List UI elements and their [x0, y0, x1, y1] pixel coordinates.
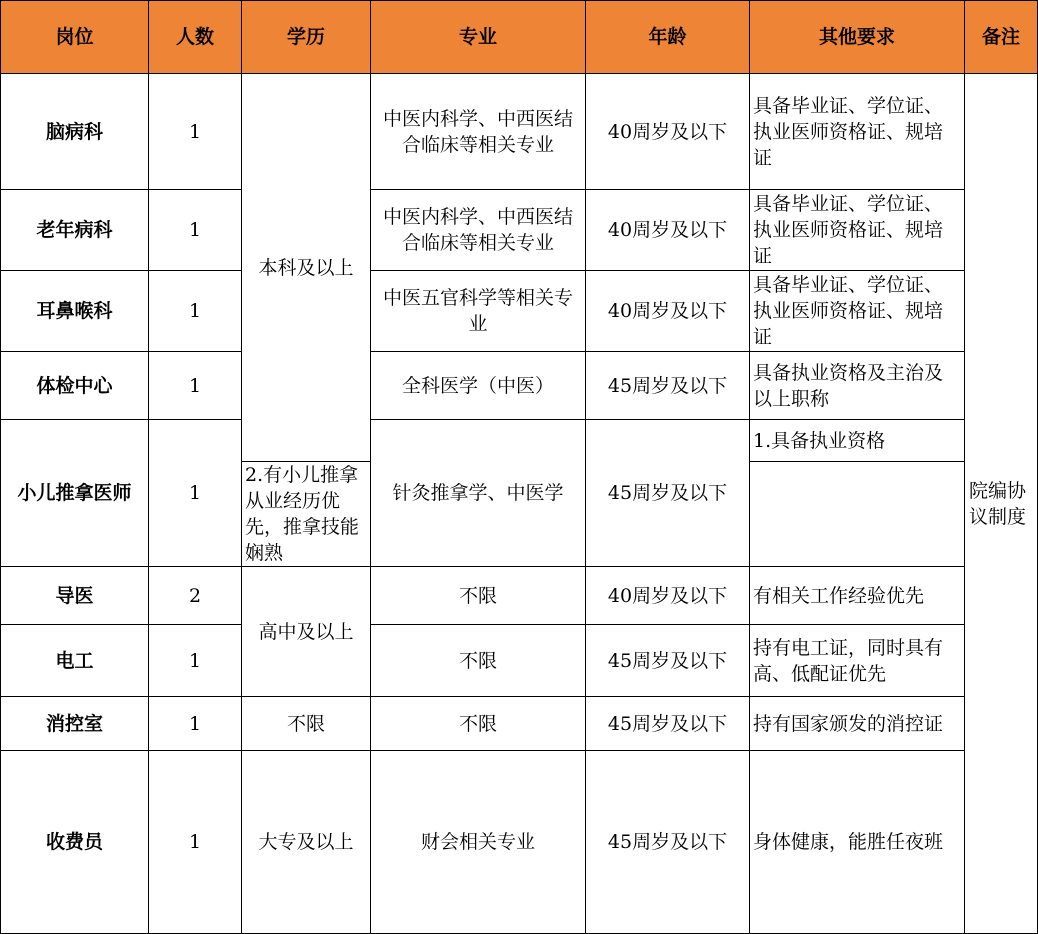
major-cell: 中医内科学、中西医结合临床等相关专业 [371, 74, 586, 190]
count-cell: 1 [149, 190, 242, 271]
header-row [1, 1, 1038, 74]
count-cell: 1 [149, 271, 242, 352]
other-cell: 持有国家颁发的消控证 [750, 697, 965, 751]
education-cell: 大专及以上 [242, 751, 371, 934]
other-cell: 持有电工证，同时具有高、低配证优先 [750, 625, 965, 697]
count-cell: 1 [149, 625, 242, 697]
age-cell: 40周岁及以下 [586, 271, 750, 352]
major-cell: 中医五官科学等相关专业 [371, 271, 586, 352]
other-cell: 1.具备执业资格 [750, 420, 965, 462]
count-cell: 1 [149, 751, 242, 934]
position-cell: 收费员 [1, 751, 149, 934]
major-cell: 全科医学（中医） [371, 352, 586, 420]
other-cell: 2.有小儿推拿从业经历优先，推拿技能娴熟 [242, 462, 371, 567]
table-row [1, 751, 1038, 934]
count-cell: 1 [149, 74, 242, 190]
other-cell: 有相关工作经验优先 [750, 567, 965, 625]
major-cell: 针灸推拿学、中医学 [371, 420, 586, 567]
header-position: 岗位 [1, 1, 149, 74]
major-cell: 不限 [371, 567, 586, 625]
education-cell-bachelor: 本科及以上 [242, 74, 371, 462]
major-cell: 不限 [371, 697, 586, 751]
table-row [1, 697, 1038, 751]
position-cell: 电工 [1, 625, 149, 697]
age-cell: 45周岁及以下 [586, 352, 750, 420]
header-age: 年龄 [586, 1, 750, 74]
other-cell: 身体健康，能胜任夜班 [750, 751, 965, 934]
other-cell: 具备毕业证、学位证、执业医师资格证、规培证 [750, 74, 965, 190]
table-row [1, 625, 1038, 697]
education-cell-highschool: 高中及以上 [242, 567, 371, 697]
position-cell: 消控室 [1, 697, 149, 751]
position-cell: 导医 [1, 567, 149, 625]
remark-cell-hospital: 院编协议制度 [965, 74, 1038, 934]
table-row [1, 190, 1038, 271]
age-cell: 40周岁及以下 [586, 190, 750, 271]
header-remark: 备注 [965, 1, 1038, 74]
age-cell: 45周岁及以下 [586, 420, 750, 567]
table-row [1, 567, 1038, 625]
major-cell: 中医内科学、中西医结合临床等相关专业 [371, 190, 586, 271]
education-cell: 不限 [242, 697, 371, 751]
count-cell: 1 [149, 420, 242, 567]
table-row [1, 420, 1038, 462]
age-cell: 45周岁及以下 [586, 697, 750, 751]
position-cell: 体检中心 [1, 352, 149, 420]
age-cell: 40周岁及以下 [586, 567, 750, 625]
position-cell: 老年病科 [1, 190, 149, 271]
age-cell: 45周岁及以下 [586, 625, 750, 697]
age-cell: 40周岁及以下 [586, 74, 750, 190]
position-cell: 耳鼻喉科 [1, 271, 149, 352]
position-cell: 小儿推拿医师 [1, 420, 149, 567]
age-cell: 45周岁及以下 [586, 751, 750, 934]
table-row [1, 352, 1038, 420]
major-cell: 财会相关专业 [371, 751, 586, 934]
count-cell: 2 [149, 567, 242, 625]
other-cell: 具备毕业证、学位证、执业医师资格证、规培证 [750, 271, 965, 352]
position-cell: 脑病科 [1, 74, 149, 190]
major-cell: 不限 [371, 625, 586, 697]
header-major: 专业 [371, 1, 586, 74]
table-row [1, 74, 1038, 190]
header-other: 其他要求 [750, 1, 965, 74]
count-cell: 1 [149, 697, 242, 751]
header-education: 学历 [242, 1, 371, 74]
other-cell: 具备执业资格及主治及以上职称 [750, 352, 965, 420]
other-cell: 具备毕业证、学位证、执业医师资格证、规培证 [750, 190, 965, 271]
header-count: 人数 [149, 1, 242, 74]
table-row [1, 271, 1038, 352]
count-cell: 1 [149, 352, 242, 420]
